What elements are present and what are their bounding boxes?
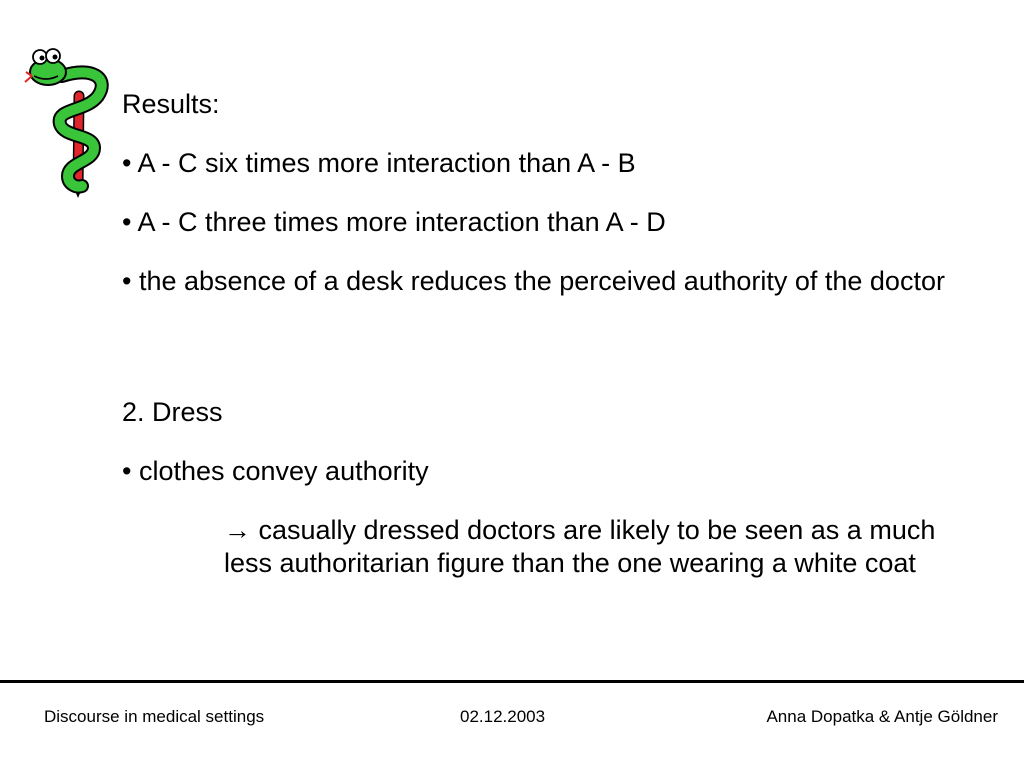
slide-body xyxy=(122,88,982,580)
footer-date: 02.12.2003 xyxy=(460,707,546,726)
footer-divider xyxy=(0,680,1024,683)
results-heading: Results: xyxy=(122,89,220,119)
bullet-item: • clothes convey authority xyxy=(122,456,429,486)
snake-staff-icon xyxy=(22,38,114,198)
section-heading: 2. Dress xyxy=(122,397,223,427)
bullet-item: • A - C six times more interaction than A - B xyxy=(122,148,636,178)
sub-point: → casually dressed doctors are likely to be seen as a much less authoritarian figure than the one wearing a white coat xyxy=(224,515,936,578)
bullet-item: • A - C three times more interaction than A - D xyxy=(122,207,666,237)
footer-authors: Anna Dopatka & Antje Göldner xyxy=(766,707,998,726)
bullet-item: • the absence of a desk reduces the perceived authority of the doctor xyxy=(122,266,945,296)
footer-title: Discourse in medical settings xyxy=(44,707,265,726)
